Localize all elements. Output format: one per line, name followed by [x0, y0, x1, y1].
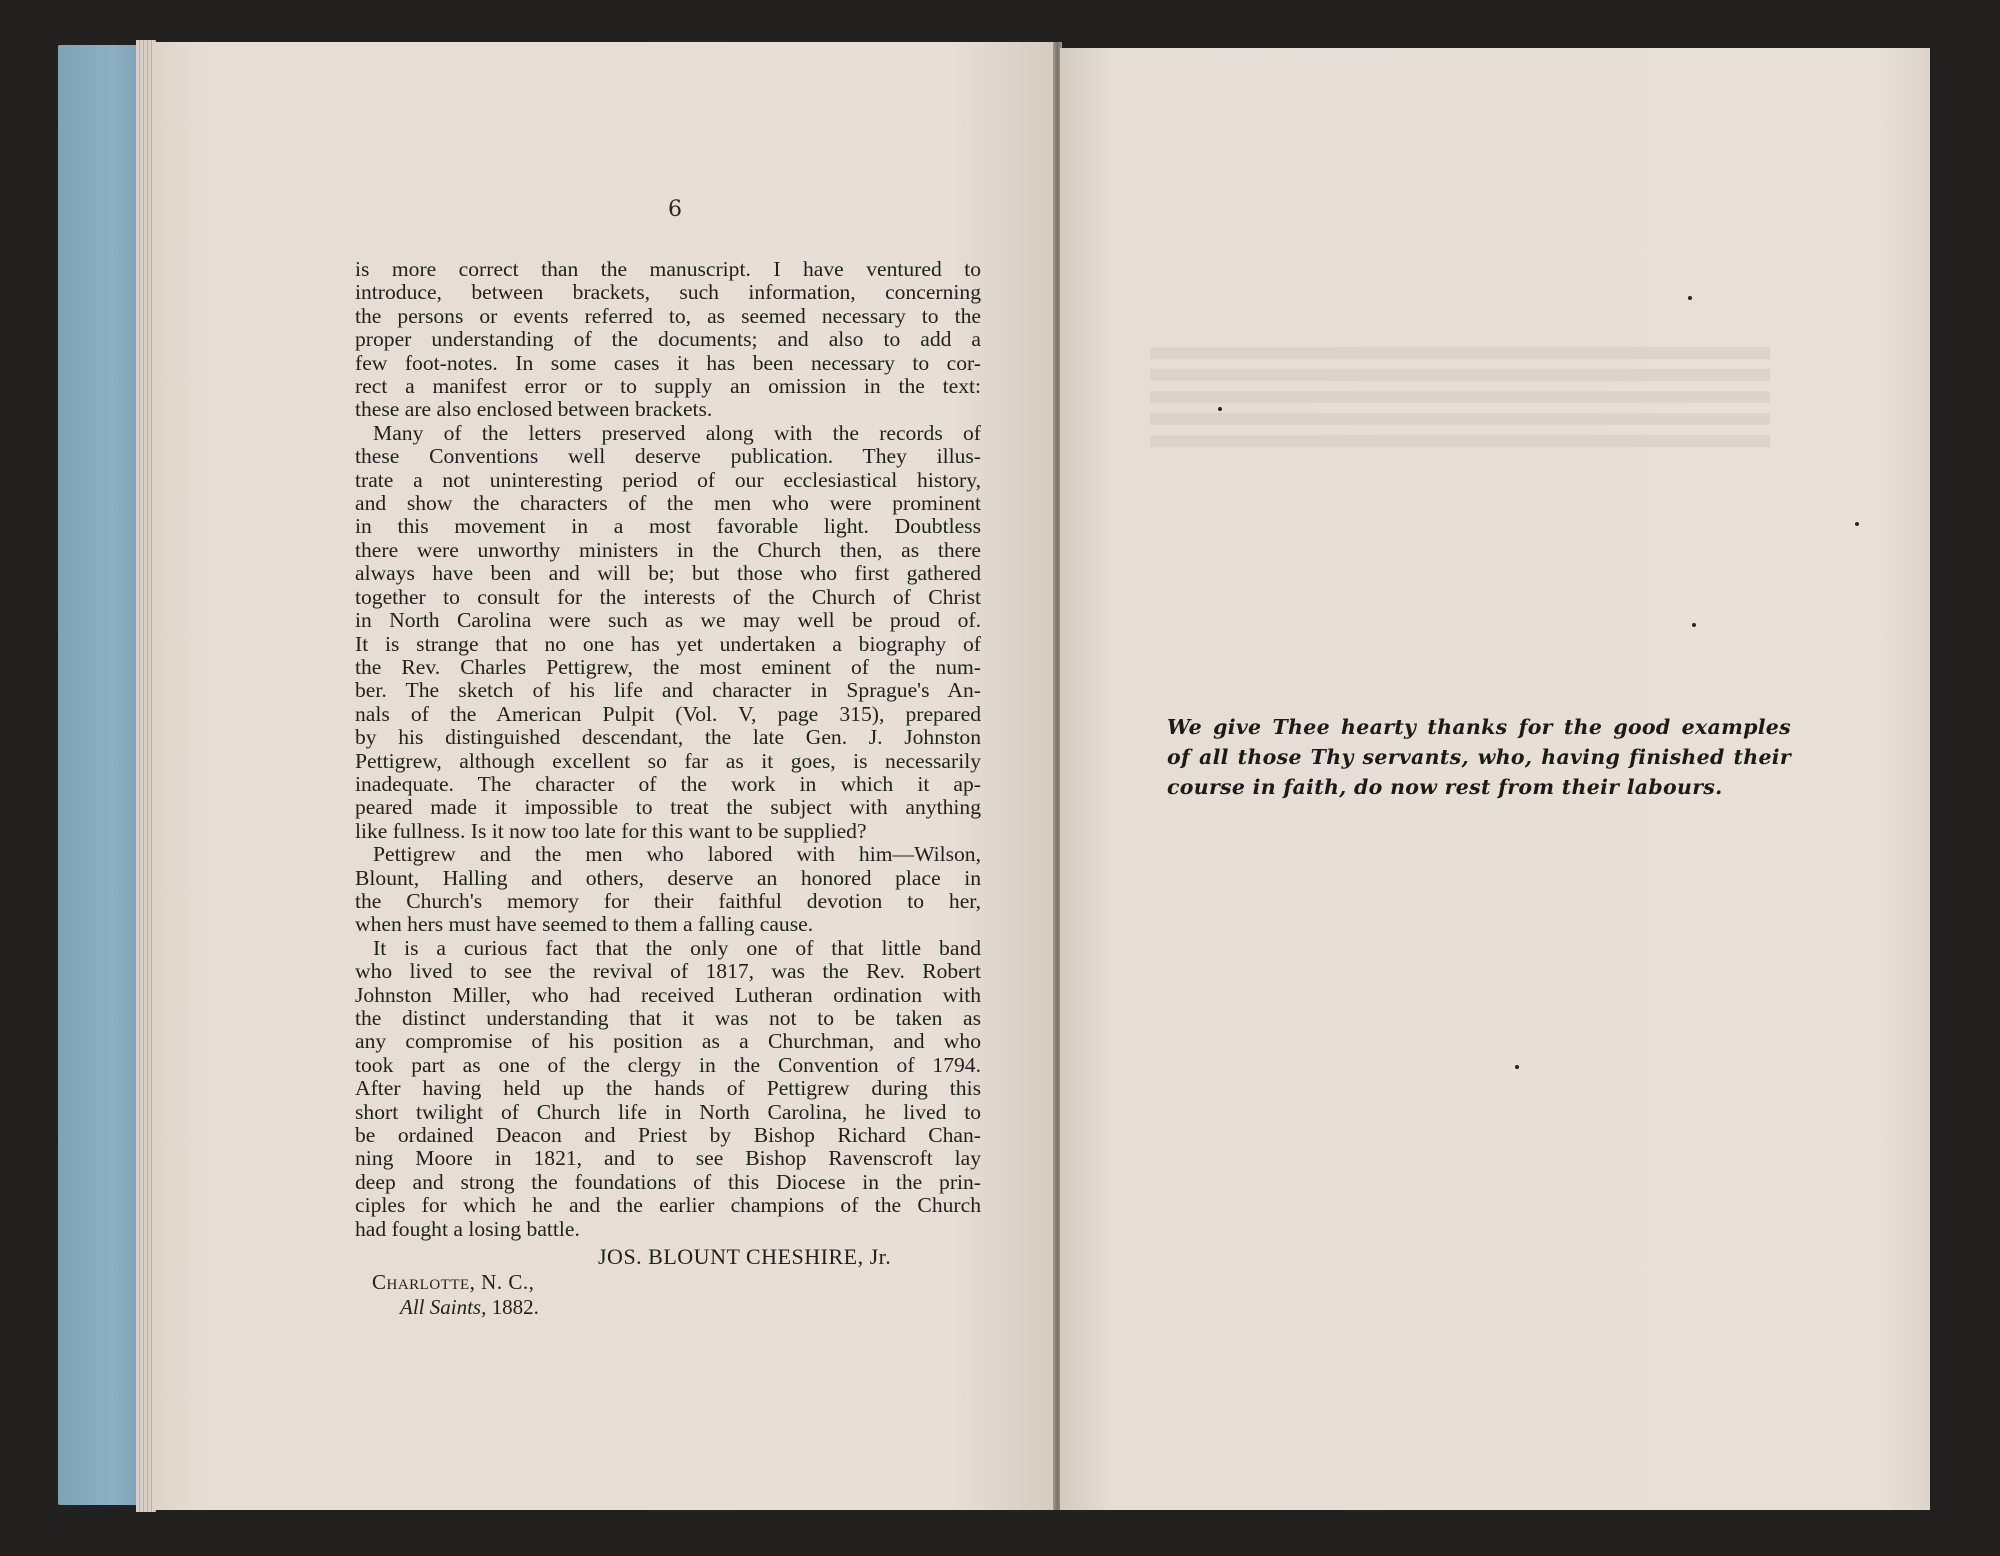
text-line: trate a not uninteresting period of our ecclesiastical history,: [355, 467, 981, 492]
text-line: Johnston Miller, who had received Lutheran ordination with: [355, 982, 981, 1007]
speck: [1855, 522, 1859, 526]
speck: [1688, 296, 1692, 300]
text-line: had fought a losing battle.: [355, 1216, 580, 1241]
text-line: introduce, between brackets, such information, concerning: [355, 280, 981, 305]
text-line: Pettigrew and the men who labored with him—Wilson,: [373, 842, 981, 867]
text-line: ber. The sketch of his life and character in Sprague's An-: [355, 678, 981, 703]
text-line: ciples for which he and the earlier champions of the Church: [355, 1193, 981, 1218]
text-line: the Church's memory for their faithful devotion to her,: [355, 888, 981, 913]
text-line: short twilight of Church life in North Carolina, he lived to: [355, 1099, 981, 1124]
epigraph-line: of all those Thy servants, who, having finished their: [1167, 745, 1791, 769]
date-year: 1882.: [486, 1295, 539, 1319]
text-line: Pettigrew, although excellent so far as it goes, is necessarily: [355, 748, 981, 773]
text-line: nals of the American Pulpit (Vol. V, page 315), prepared: [355, 701, 981, 726]
text-line: when hers must have seemed to them a falling cause.: [355, 912, 814, 937]
text-line: always have been and will be; but those who first gathered: [355, 561, 981, 586]
text-line: inadequate. The character of the work in which it ap-: [355, 771, 981, 796]
author-signature: JOS. BLOUNT CHESHIRE, Jr.: [598, 1244, 892, 1269]
epigraph-line: course in faith, do now rest from their labours.: [1167, 775, 1723, 799]
text-line: proper understanding of the documents; and also to add a: [355, 327, 981, 352]
body-text: [355, 258, 981, 1241]
text-line: any compromise of his position as a Churchman, and who: [355, 1029, 981, 1054]
text-line: It is strange that no one has yet undertaken a biography of: [355, 631, 981, 656]
text-line: deep and strong the foundations of this Diocese in the prin-: [355, 1169, 981, 1194]
text-line: be ordained Deacon and Priest by Bishop Richard Chan-: [355, 1123, 981, 1148]
text-line: the Rev. Charles Pettigrew, the most eminent of the num-: [355, 654, 981, 679]
text-line: took part as one of the clergy in the Convention of 1794.: [355, 1052, 981, 1077]
page-number: 6: [668, 197, 682, 222]
text-line: rect a manifest error or to supply an omission in the text:: [355, 374, 981, 399]
speck: [1692, 623, 1696, 627]
place-line: Charlotte, N. C.,: [372, 1270, 535, 1294]
bleed-through-text: [1150, 265, 1770, 457]
text-line: these are also enclosed between brackets.: [355, 397, 713, 422]
text-line: It is a curious fact that the only one of that little band: [373, 935, 981, 960]
text-line: together to consult for the interests of the Church of Christ: [355, 584, 981, 609]
text-line: few foot-notes. In some cases it has been necessary to cor-: [355, 350, 981, 375]
text-line: Many of the letters preserved along with the records of: [373, 420, 981, 445]
epigraph: [1167, 712, 1791, 802]
text-line: by his distinguished descendant, the late Gen. J. Johnston: [355, 725, 981, 750]
text-line: Blount, Halling and others, deserve an honored place in: [355, 865, 981, 890]
text-line: there were unworthy ministers in the Church then, as there: [355, 537, 981, 562]
epigraph-line: We give Thee hearty thanks for the good examples: [1167, 715, 1791, 739]
text-line: peared made it impossible to treat the subject with anything: [355, 795, 981, 820]
text-line: the distinct understanding that it was not to be taken as: [355, 1006, 981, 1030]
text-line: in North Carolina were such as we may well be proud of.: [355, 608, 981, 633]
text-line: After having held up the hands of Pettigrew during this: [355, 1076, 981, 1101]
text-line: these Conventions well deserve publication. They illus-: [355, 444, 981, 469]
date-line: [400, 1295, 539, 1320]
text-line: like fullness. Is it now too late for this want to be supplied?: [355, 818, 867, 843]
speck: [1515, 1065, 1519, 1069]
text-line: and show the characters of the men who were prominent: [355, 491, 981, 516]
text-line: in this movement in a most favorable light. Doubtless: [355, 514, 981, 539]
text-line: is more correct than the manuscript. I have ventured to: [355, 257, 981, 281]
blue-cover-edge: [58, 45, 148, 1505]
date-italic: All Saints,: [400, 1295, 487, 1319]
text-line: the persons or events referred to, as seemed necessary to the: [355, 303, 981, 328]
text-line: who lived to see the revival of 1817, was the Rev. Robert: [355, 959, 981, 984]
text-line: ning Moore in 1821, and to see Bishop Ravenscroft lay: [355, 1146, 981, 1171]
speck: [1218, 407, 1222, 411]
